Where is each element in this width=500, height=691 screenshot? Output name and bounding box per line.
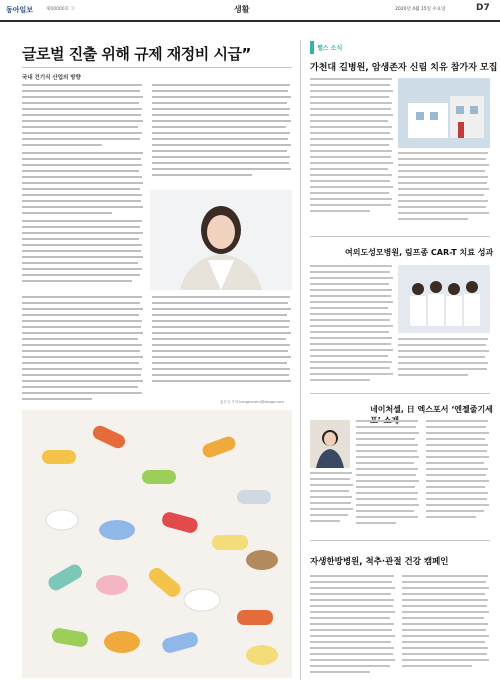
sidebar-article-3-text — [356, 420, 420, 536]
article-column-1 — [22, 84, 144, 289]
article-byline: 홍은심 기자 hongeunsim@donga.com — [220, 400, 284, 404]
text-lines — [310, 575, 396, 680]
sidebar-article-2-text — [310, 265, 394, 390]
section-title: 생활 — [234, 5, 250, 14]
medical-team-illustration — [398, 265, 490, 333]
text-lines — [402, 575, 490, 680]
issue-date: 2020년 4월 15일 수요일 — [395, 7, 446, 12]
sidebar-label: 헬스 소식 — [317, 45, 343, 52]
article-column-2 — [152, 84, 292, 184]
sidebar-article-4-title: 자생한방병원, 척추·관절 건강 캠페인 — [310, 557, 449, 567]
sidebar-article-1-text-2 — [398, 152, 490, 232]
main-headline: 글로벌 진출 위해 규제 재정비 시급” — [22, 45, 251, 63]
sidebar-divider-1 — [310, 236, 490, 237]
text-lines — [22, 84, 144, 289]
article-column-4 — [152, 296, 292, 396]
sidebar-article-2-text-2 — [398, 338, 490, 390]
sidebar-article-4-text-2 — [402, 575, 490, 680]
issue-number: 제00000호 ⓒ — [46, 7, 75, 12]
column-divider — [300, 40, 301, 680]
sidebar-article-3-title: 네이처셀, 日 엑스포서 ‘엔젤줄기세 — [370, 405, 493, 414]
interviewee-photo — [150, 190, 292, 290]
sidebar-article-3-text-2 — [426, 420, 490, 536]
text-lines — [398, 338, 490, 390]
sidebar-divider-3 — [310, 540, 490, 541]
sidebar-divider-2 — [310, 393, 490, 394]
article-column-3 — [22, 296, 144, 406]
sidebar-article-1-text — [310, 78, 394, 228]
pills-illustration — [22, 410, 292, 678]
hospital-illustration — [398, 78, 490, 148]
portrait-illustration — [150, 190, 292, 290]
sidebar-article-3-text-3 — [310, 472, 354, 536]
text-lines — [310, 265, 394, 390]
text-lines — [398, 152, 490, 232]
expo-portrait-photo — [310, 420, 350, 468]
text-lines — [310, 472, 354, 536]
sidebar-label-marker — [310, 41, 314, 54]
text-lines — [22, 296, 144, 406]
sidebar-article-2-title: 여의도성모병원, 림프종 CAR-T 치료 성과 — [345, 248, 494, 257]
hospital-photo — [398, 78, 490, 148]
text-lines — [152, 296, 292, 396]
text-lines — [356, 420, 420, 536]
masthead-logo: 동아일보 — [6, 6, 34, 14]
article-subhead: 국내 건기식 산업의 방향 — [22, 75, 81, 81]
medical-team-photo — [398, 265, 490, 333]
text-lines — [152, 84, 292, 184]
text-lines — [310, 78, 394, 228]
page-number: D7 — [476, 3, 490, 13]
sidebar-article-1-title: 가천대 길병원, 암생존자 신림 치유 참가자 모집 — [310, 63, 498, 73]
pills-photo — [22, 410, 292, 678]
sidebar-article-4-text — [310, 575, 396, 680]
headline-divider — [22, 67, 292, 68]
expo-portrait-illustration — [310, 420, 350, 468]
text-lines — [426, 420, 490, 536]
